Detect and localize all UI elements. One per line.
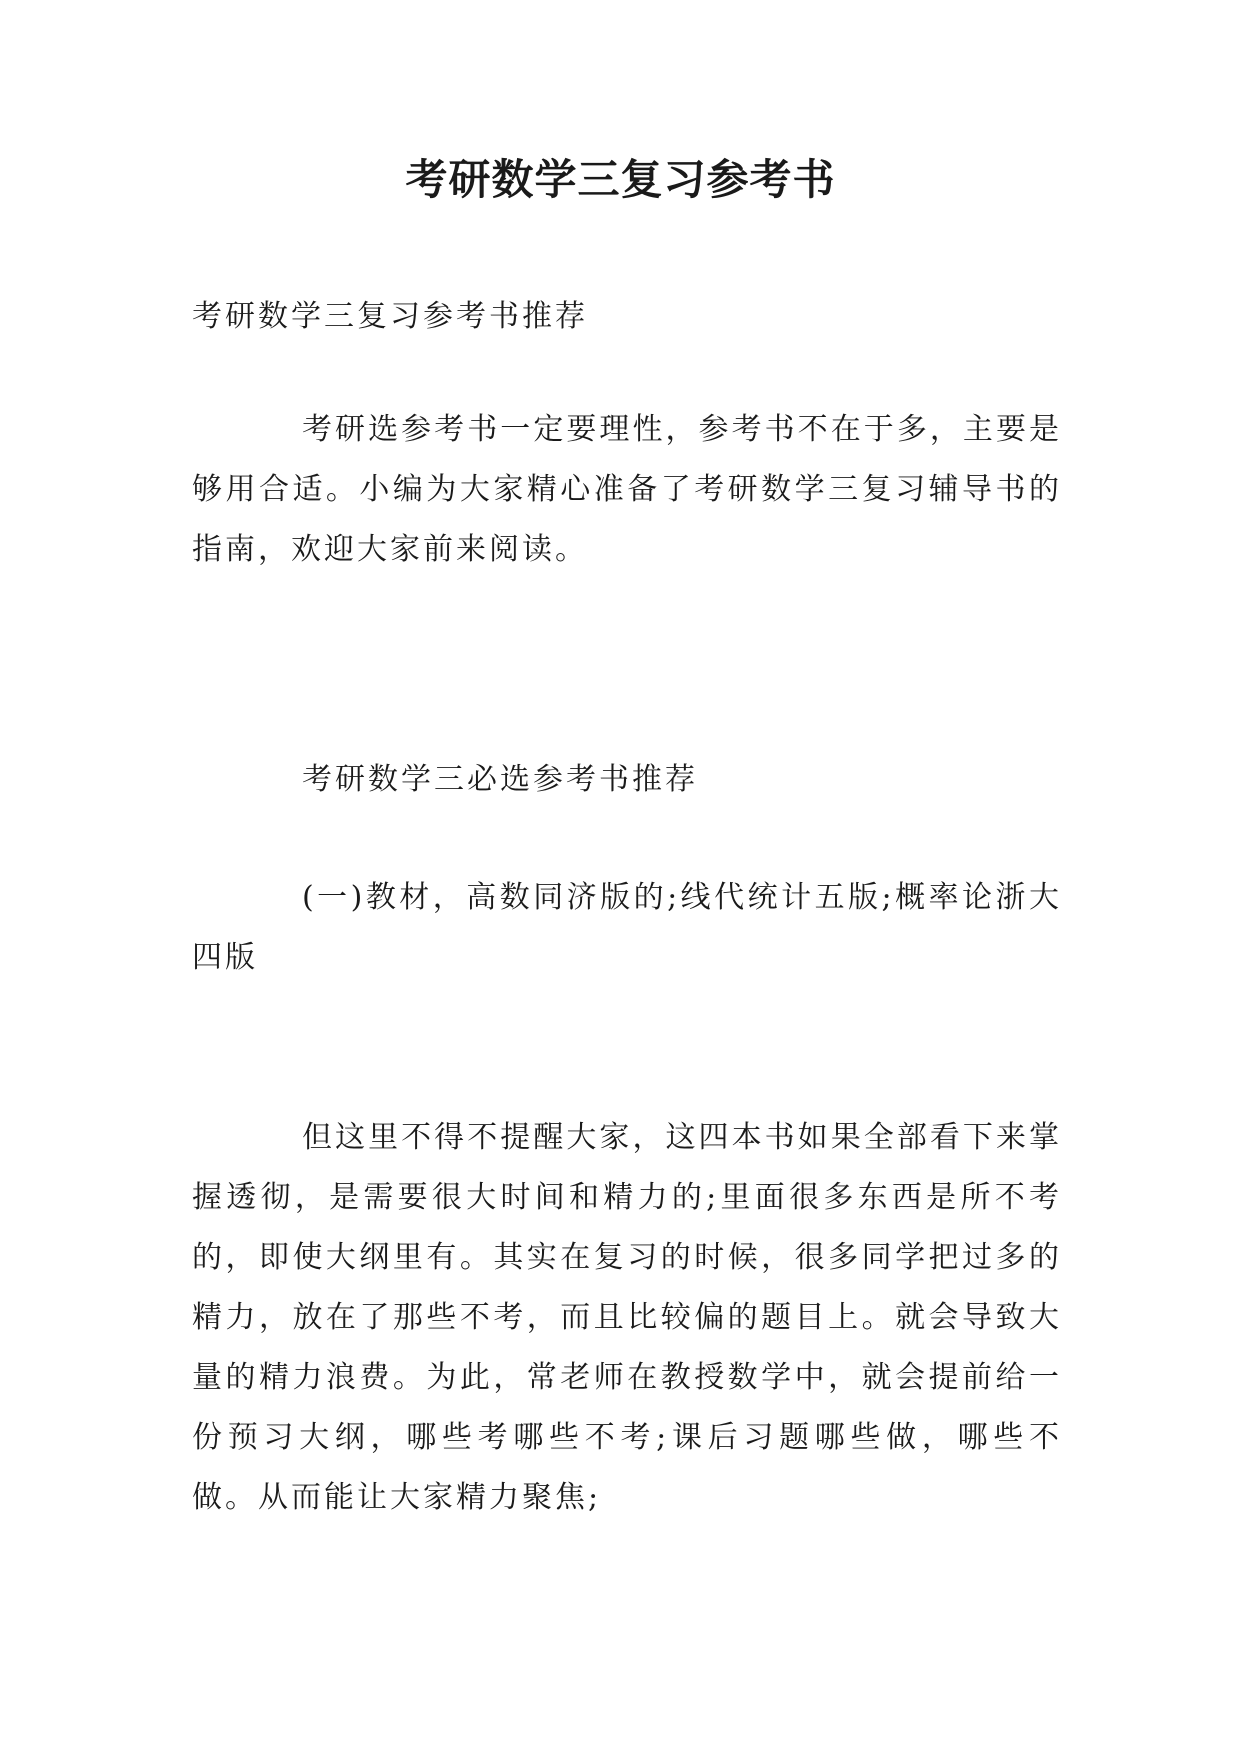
document-title: 考研数学三复习参考书 xyxy=(405,155,836,204)
document-subtitle: 考研数学三复习参考书推荐 xyxy=(192,299,588,334)
section-heading: 考研数学三必选参考书推荐 xyxy=(302,762,698,797)
list-item-textbooks: (一)教材，高数同济版的;线代统计五版;概率论浙大四版 xyxy=(192,880,1062,975)
detail-paragraph: 但这里不得不提醒大家，这四本书如果全部看下来掌握透彻，是需要很大时间和精力的;里面很多东西是所不考的，即使大纲里有。其实在复习的时候，很多同学把过多的精力，放在了那些不考，而且比较偏的题目上。就会导致大量的精力浪费。为此，常老师在教授数学中，就会提前给一份预习大纲，哪些考哪些不考;课后习题哪些做，哪些不做。从而能让大家精力聚焦; xyxy=(192,1120,1062,1515)
intro-paragraph: 考研选参考书一定要理性，参考书不在于多，主要是够用合适。小编为大家精心准备了考研数学三复习辅导书的指南，欢迎大家前来阅读。 xyxy=(192,412,1062,567)
